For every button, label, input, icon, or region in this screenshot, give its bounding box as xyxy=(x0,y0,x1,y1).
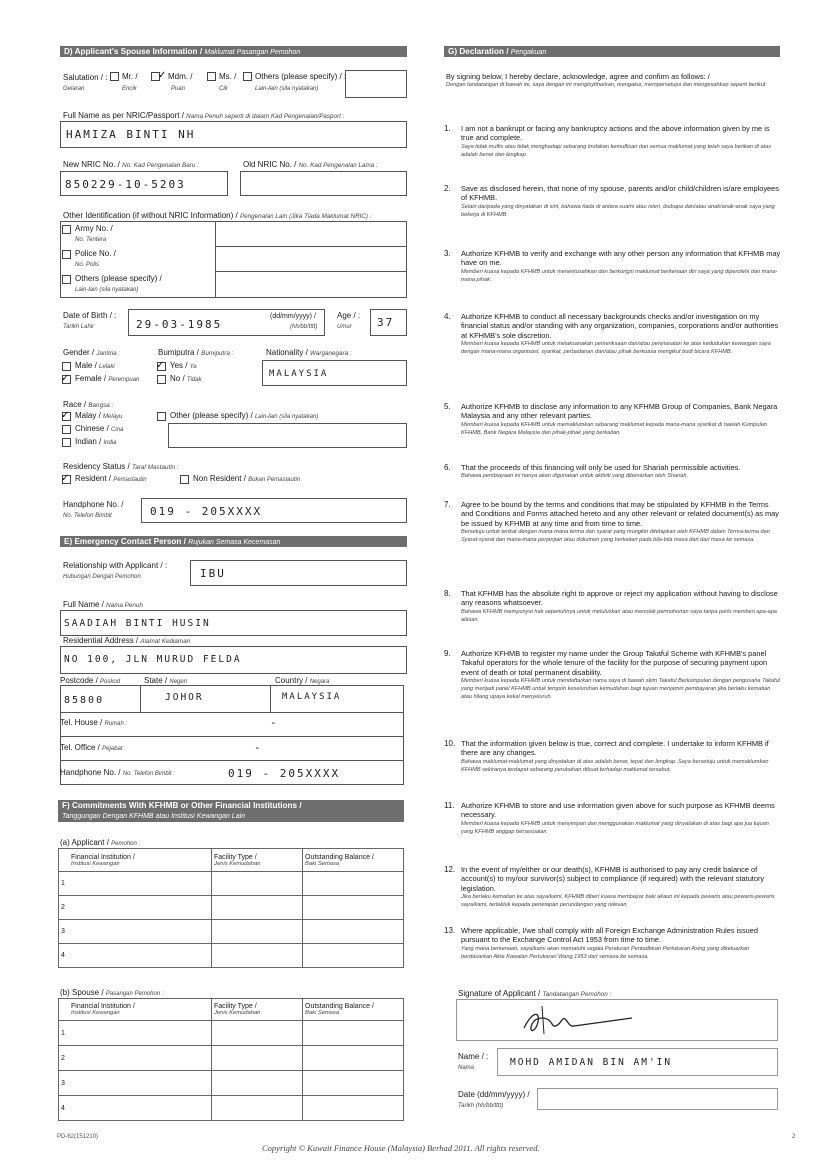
mr-label: Mr. / xyxy=(122,72,138,81)
salutation-others-field[interactable] xyxy=(345,70,407,98)
dob-format: (dd/mm/yyyy) / xyxy=(270,313,316,320)
old-nric-field[interactable] xyxy=(240,171,407,196)
declaration-item-text-ms: Memberi kuasa kepada KFHMB untuk memaklumkan sebarang maklumat kepada mana-mana syarikat di bawah Kumpulan KFHMB, Bank Negara Malaysia dan pihak-pihak yang berkaitan. xyxy=(461,421,767,436)
table-cell[interactable] xyxy=(212,872,303,896)
declaration-item-text: Authorize KFHMB to disclose any information to any KFHMB Group of Companies, Bank Negara Malaysia and any other relevant parties. xyxy=(461,402,778,421)
declaration-item-text-ms: Memberi kuasa kepada KFHMB untuk melaksanakan pemeriksaan dan/atau penyiasatan ke atas kedudukan kewangan saya dengan mana-mana organisasi, syarikat, perbadanan dan/atau pihak berkuasa mengikut budi bicara KFHMB. xyxy=(461,341,771,356)
country-divider xyxy=(270,685,271,712)
spouse-commitments-table xyxy=(58,998,404,1121)
table-row xyxy=(59,1096,404,1121)
col-facility-type-label-ms: Jenis Kemudahan xyxy=(214,1010,261,1016)
table-row xyxy=(59,1046,404,1071)
section-d-title-ms: Maklumat Pasangan Pemohon xyxy=(204,49,301,56)
salutation-label: Salutation / : xyxy=(63,73,108,82)
bumiputra-label-en: Bumiputra / xyxy=(158,348,199,357)
col-facility-type xyxy=(212,849,303,872)
chinese-label-en: Chinese / xyxy=(75,424,109,433)
col-outstanding-balance-label: Outstanding Balance / xyxy=(305,1003,374,1010)
army-label-ms: No. Tentera xyxy=(75,237,107,243)
declaration-item xyxy=(461,649,781,701)
race-label-ms: Bangsa : xyxy=(88,402,114,409)
table-header-row xyxy=(59,849,404,872)
table-header-row xyxy=(59,999,404,1021)
section-f-header xyxy=(58,800,404,822)
table-row xyxy=(59,1021,404,1046)
declaration-item xyxy=(461,926,781,961)
declaration-item-number: 12. xyxy=(444,865,456,874)
otherid-others-checkbox[interactable] xyxy=(62,275,71,284)
relationship-label-ms: Hubungan Dengan Pemohon xyxy=(63,574,141,580)
dob-label: Date of Birth / : xyxy=(63,311,117,320)
contact-fullname-label-ms: Nama Penuh xyxy=(106,602,143,609)
other-id-divider xyxy=(215,221,216,298)
mr-checkbox[interactable] xyxy=(110,72,119,81)
new-nric-value: 850229-10-5203 xyxy=(65,178,186,191)
declaration-item-text: Agree to be bound by the terms and conditions that may be stipulated by KFHMB in the Terms and Conditions and Forms attached hereto and any other relevant or related document(s) as may be issued by KFHMB at any time and from time to time. xyxy=(461,500,779,528)
name-label: Name / : xyxy=(458,1052,489,1061)
col-financial-institution-label-ms: Institusi Kewangan xyxy=(71,860,120,867)
col-outstanding-balance-label-ms: Baki Semasa xyxy=(305,860,340,867)
tel-house-value: - xyxy=(270,716,279,729)
otherid-others-label: Others (please specify) / xyxy=(75,274,162,283)
nonresident-label-en: Non Resident / xyxy=(193,474,246,483)
indian-label xyxy=(75,437,117,448)
gender-label-en: Gender / xyxy=(63,348,95,357)
contact-handphone-label-ms: No. Telefon Bimbit : xyxy=(122,771,175,777)
section-g-title-ms: Pengakuan xyxy=(510,49,547,56)
resident-label xyxy=(75,474,147,485)
bumiputra-yes-checkmark-icon: ✓ xyxy=(156,360,165,371)
table-cell[interactable] xyxy=(303,1071,404,1096)
country-label xyxy=(275,676,329,687)
relationship-label: Relationship with Applicant / : xyxy=(63,561,168,570)
postcode-label-en: Postcode / xyxy=(60,676,98,685)
contact-handphone-value: 019 - 205XXXX xyxy=(228,767,341,780)
row-number: 4 xyxy=(59,944,212,968)
declaration-item xyxy=(461,249,781,284)
name-label-ms: Nama xyxy=(458,1065,475,1071)
table-row xyxy=(59,896,404,920)
ms-checkbox[interactable] xyxy=(207,72,216,81)
race-label xyxy=(63,400,113,411)
table-row xyxy=(59,1071,404,1096)
bumiputra-no-label-ms: Tidak xyxy=(186,377,202,383)
table-cell[interactable] xyxy=(212,1096,303,1121)
country-value: MALAYSIA xyxy=(282,692,342,702)
country-label-ms: Negara xyxy=(309,679,330,685)
applicant-commitments-label-ms: Pemohon : xyxy=(111,841,141,847)
mdm-label-ms: Puan xyxy=(171,86,186,92)
malay-label-ms: Melayu xyxy=(103,414,123,420)
race-other-label xyxy=(170,411,318,422)
signature-label-ms: Tandatangan Pemohon : xyxy=(542,991,612,998)
tel-house-label-en: Tel. House / xyxy=(60,718,103,727)
table-cell[interactable] xyxy=(212,944,303,968)
male-label-en: Male / xyxy=(75,361,97,370)
mr-label-ms: Encik xyxy=(122,86,137,92)
declaration-item xyxy=(461,124,781,159)
salutation-others-label-ms: Lain-lain (sila nyatakan) xyxy=(255,86,319,92)
table-row xyxy=(59,920,404,944)
dob-value: 29-03-1985 xyxy=(136,318,223,331)
old-nric-label-ms: No. Kad Pengenalan Lama : xyxy=(298,162,378,169)
col-outstanding-balance xyxy=(303,999,404,1021)
declaration-item-text: In the event of my/either or our death(s), KFHMB is authorised to pay any credit balance of account(s) to my/our survivor(s) subject to compliance (if required) with the relevant statutory legislation. xyxy=(461,865,765,893)
declaration-item-text-ms: Bersetuju untuk terikat dengan mana-mana terma dan syarat yang mungkin ditetapkan oleh KFHMB dalam Terma-terma dan Syarat-syarat dan mana-mana perjanjian atau dokumen yang berkaitan pada bila-bila masa dan dari masa ke semasa. xyxy=(461,529,770,544)
female-checkmark-icon: ✓ xyxy=(61,373,70,384)
row-number: 1 xyxy=(59,1021,212,1046)
spouse-fullname-label-en: Full Name as per NRIC/Passport / xyxy=(63,111,184,120)
name-value: MOHD AMIDAN BIN AM'IN xyxy=(510,1057,673,1068)
declaration-item-number: 5. xyxy=(444,402,451,411)
declaration-item-number: 7. xyxy=(444,500,451,509)
copyright-text: Copyright © Kuwait Finance House (Malaysia) Berhad 2011. All rights reserved. xyxy=(262,1143,540,1153)
nationality-value: MALAYSIA xyxy=(269,369,329,379)
table-cell[interactable] xyxy=(212,1046,303,1071)
table-cell[interactable] xyxy=(303,1096,404,1121)
declaration-item-text: That the proceeds of this financing will only be used for Shariah permissible activities. xyxy=(461,463,741,472)
declaration-item xyxy=(461,589,781,624)
spouse-fullname-label-ms: Nama Penuh seperti di dalam Kad Pengenalan/Pasport : xyxy=(186,113,345,120)
nonresident-label xyxy=(193,474,300,485)
declaration-item xyxy=(461,184,781,219)
col-financial-institution-label-ms: Institusi Kewangan xyxy=(71,1010,120,1016)
row-number: 2 xyxy=(59,1046,212,1071)
row-number: 2 xyxy=(59,896,212,920)
police-label-ms: No. Polis xyxy=(75,262,100,268)
state-label xyxy=(144,676,187,687)
age-value: 37 xyxy=(377,316,395,329)
spouse-commitments-label-ms: Pasangan Pemohon : xyxy=(105,991,164,997)
section-e-title-ms: Rujukan Semasa Kecemasan xyxy=(188,539,281,546)
declaration-item-text: Save as disclosed herein, that none of my spouse, parents and/or child/children is/are employees of KFHMB. xyxy=(461,184,779,203)
new-nric-label-ms: No. Kad Pengenalan Baru : xyxy=(122,162,199,169)
declaration-item-text-ms: Memberi kuasa kepada KFHMB untuk mendaftarkan nama saya di bawah skim Takaful Berkumpulan dengan pengusaha Takaful yang menjadi panel KFHMB untuk tempoh keseluruhan kemudahan bagi tujuan menjamin pembayaran jika berlaku kematian atau hilang upaya kekal menyeluruh. xyxy=(461,678,780,701)
row-number: 1 xyxy=(59,872,212,896)
table-cell[interactable] xyxy=(212,1071,303,1096)
tel-office-value: - xyxy=(254,741,263,754)
declaration-item-text-ms: Bahawa KFHMB mempunyai hak sepenuhnya untuk meluluskan atau menolak permohonan saya tanpa perlu memberi apa-apa alasan. xyxy=(461,608,777,623)
col-outstanding-balance xyxy=(303,849,404,872)
declaration-item-number: 10. xyxy=(444,739,456,748)
spouse-handphone-label: Handphone No. / xyxy=(63,500,124,509)
bumiputra-no-label xyxy=(170,374,202,385)
malay-checkmark-icon: ✓ xyxy=(61,410,70,421)
tel-house-label xyxy=(60,718,127,729)
indian-label-en: Indian / xyxy=(75,437,102,446)
table-row xyxy=(59,872,404,896)
race-label-en: Race / xyxy=(63,400,87,409)
table-cell[interactable] xyxy=(303,920,404,944)
declaration-item-number: 6. xyxy=(444,463,451,472)
declaration-item-number: 2. xyxy=(444,184,451,193)
declaration-intro xyxy=(446,72,781,89)
other-id-row-line-1 xyxy=(215,246,407,247)
declaration-item-text: That the information given below is true, correct and complete. I undertake to inform KFHMB if there are any changes. xyxy=(461,739,769,758)
postcode-divider xyxy=(140,685,141,712)
chinese-checkbox[interactable] xyxy=(62,425,71,434)
table-cell[interactable] xyxy=(303,1046,404,1071)
col-financial-institution xyxy=(59,999,212,1021)
table-cell[interactable] xyxy=(303,872,404,896)
resident-label-en: Resident / xyxy=(75,474,112,483)
army-label: Army No. / xyxy=(75,224,113,233)
declaration-item-number: 13. xyxy=(444,926,456,935)
nationality-label-en: Nationality / xyxy=(266,348,308,357)
gender-label-ms: Jantina : xyxy=(96,350,121,357)
tel-office-label-en: Tel. Office / xyxy=(60,743,100,752)
male-label-ms: Lelaki xyxy=(99,364,115,370)
state-label-ms: Negeri xyxy=(169,679,188,685)
declaration-item-text: That KFHMB has the absolute right to approve or reject my application without having to disclose any reasons whatsoever. xyxy=(461,589,778,608)
age-label-ms: Umur xyxy=(337,324,352,330)
tel-office-label-ms: Pejabat xyxy=(102,746,123,752)
spouse-handphone-value: 019 - 205XXXX xyxy=(150,505,263,518)
col-facility-type-label: Facility Type / xyxy=(214,1003,257,1010)
dob-label-ms: Tarikh Lahir xyxy=(63,324,95,330)
page-number: 2 xyxy=(792,1134,796,1140)
declaration-item-text-ms: Bahawa pembiayaan ini hanya akan digunakan untuk aktiviti yang dibenarkan oleh Shariah. xyxy=(461,473,689,480)
bumiputra-label xyxy=(158,348,233,359)
declaration-item-text: I am not a bankrupt or facing any bankruptcy actions and the above information given by me is true and complete. xyxy=(461,124,770,143)
table-cell[interactable] xyxy=(212,1021,303,1046)
declaration-item-number: 3. xyxy=(444,249,451,258)
declaration-item-text: Authorize KFHMB to verify and exchange with any other person any information that KFHMB may have on me. xyxy=(461,249,781,268)
other-id-row-line-2 xyxy=(215,271,407,272)
declaration-item-text-ms: Memberi kuasa kepada KFHMB untuk menyimpan dan menggunakan maklumat yang dinyatakan di atas bagi apa jua tujuan yang KFHMB anggap bersesuaian. xyxy=(461,820,769,835)
female-label-ms: Perempuan xyxy=(108,377,140,383)
ms-label-ms: Cik xyxy=(219,86,228,92)
declaration-item-text-ms: Bahawa maklumat-maklumat yang dinyatakan di atas adalah benar, tepat dan lengkap. Saya bersetuju untuk memaklumkan KFHMB sekiranya terdapat sebarang perubahan dibuat terhadap maklumat tersebut. xyxy=(461,758,769,773)
col-outstanding-balance-label-ms: Baki Semasa xyxy=(305,1010,340,1016)
row-number: 3 xyxy=(59,1071,212,1096)
salutation-label-ms: Gelaran xyxy=(63,86,85,92)
declaration-item-number: 11. xyxy=(444,801,455,810)
nonresident-label-ms: Bukan Pemastautin xyxy=(248,477,301,483)
table-row xyxy=(59,944,404,968)
spouse-handphone-label-ms: No. Telefon Bimbit xyxy=(63,513,112,519)
declaration-item-number: 1. xyxy=(444,124,451,133)
row-number: 4 xyxy=(59,1096,212,1121)
declaration-item-number: 9. xyxy=(444,649,451,658)
relationship-value: IBU xyxy=(200,567,226,580)
applicant-commitments-table xyxy=(58,848,404,968)
other-id-label-ms: Pengenalan Lain (Jika Tiada Maklumat NRIC) : xyxy=(239,213,372,220)
declaration-item-text-ms: Yang mana berkenaan, saya/kami akan mematuhi segala Peraturan Pentadbiran Pertukaran Asing yang dikeluarkan berdasarkan Akta Kawalan Pertukaran Wang 1953 dari semasa ke semasa. xyxy=(461,945,750,960)
section-f-title: F) Commitments With KFHMB or Other Financial Institutions / xyxy=(62,801,302,810)
declaration-item xyxy=(461,312,781,356)
state-label-en: State / xyxy=(144,676,168,685)
tel-house-label-ms: Rumah : xyxy=(104,721,128,727)
section-d-title: D) Applicant's Spouse Information / xyxy=(64,47,203,56)
police-checkbox[interactable] xyxy=(62,250,71,259)
new-nric-label-en: New NRIC No. / xyxy=(63,160,120,169)
residency-label xyxy=(63,462,179,473)
race-other-label-ms: Lain-lain (sila nyatakan) xyxy=(254,414,319,420)
chinese-label-ms: Cina xyxy=(111,427,124,433)
col-financial-institution-label: Financial Institution / xyxy=(71,1003,135,1010)
date-field[interactable] xyxy=(537,1088,778,1110)
date-label: Date (dd/mm/yyyy) / xyxy=(458,1090,530,1099)
col-outstanding-balance-label: Outstanding Balance / xyxy=(305,853,374,861)
col-facility-type-label: Facility Type / xyxy=(214,853,257,861)
declaration-item-text-ms: Saya tidak muflis atau tidak menghadapi sebarang tindakan kemuflisan dan semua maklumat yang telah saya berikan di atas adalah benar dan lengkap. xyxy=(461,143,772,158)
nationality-label-ms: Warganegara : xyxy=(310,350,352,357)
male-label xyxy=(75,361,115,372)
address-row-line-2 xyxy=(60,736,404,737)
police-label: Police No. / xyxy=(75,249,116,258)
mdm-checkmark-icon: ✓ xyxy=(158,70,167,81)
postcode-value: 85800 xyxy=(64,695,105,706)
date-label-ms: Tarikh (hh/bb/tttt) xyxy=(458,1103,504,1109)
declaration-item-text-ms: Memberi kuasa kepada KFHMB untuk menentusahkan dan berkongsi maklumat berkenaan diri saya yang diperolehi dan mana-mana pihak. xyxy=(461,268,778,283)
address-label-ms: Alamat Kediaman xyxy=(140,638,191,645)
chinese-label xyxy=(75,424,123,435)
bumiputra-label-ms: Bumiputra : xyxy=(201,350,234,357)
declaration-item-text: Authorize KFHMB to conduct all necessary backgrounds checks and/or investigation on my financial status and/or standing with any organization, companies, corporations and/or authorities at KFHMB's sole discretion. xyxy=(461,312,779,340)
declaration-intro-text: By signing below, I hereby declare, acknowledge, agree and confirm as follows: / xyxy=(446,72,710,81)
female-label-en: Female / xyxy=(75,374,107,383)
bumiputra-yes-label-ms: Ya xyxy=(189,364,197,370)
tel-office-label xyxy=(60,743,122,754)
other-id-label-en: Other Identification (if without NRIC Information) / xyxy=(63,211,238,220)
table-cell[interactable] xyxy=(303,1021,404,1046)
contact-handphone-label-en: Handphone No. / xyxy=(60,768,121,777)
address-value: NO 100, JLN MURUD FELDA xyxy=(64,654,242,665)
section-g-title: G) Declaration / xyxy=(448,47,509,56)
address-label-en: Residential Address / xyxy=(63,636,139,645)
col-financial-institution-label: Financial Institution / xyxy=(71,853,135,861)
contact-handphone-label xyxy=(60,768,175,779)
table-cell[interactable] xyxy=(303,944,404,968)
section-e-header xyxy=(60,536,407,547)
declaration-item-text: Authorize KFHMB to store and use information given above for such purpose as KFHMB deems necessary. xyxy=(461,801,775,820)
residency-label-en: Residency Status / xyxy=(63,462,130,471)
declaration-item-text-ms: Jika berlaku kematian ke atas saya/kami, KFHMB diberi kuasa membayar baki akaun ini kepada pewaris atau pewaris-pewaris saya/kami, tertakluk kepada penetapan perundangan yang relevan. xyxy=(461,894,775,909)
section-d-header xyxy=(60,46,407,57)
col-facility-type xyxy=(212,999,303,1021)
declaration-item-text: Where applicable, I/we shall comply with all Foreign Exchange Administration Rules issued pursuant to the Exchange Control Act 1953 from time to time. xyxy=(461,926,758,945)
malay-label xyxy=(75,411,122,422)
declaration-item xyxy=(461,500,781,544)
col-financial-institution xyxy=(59,849,212,872)
state-value: JOHOR xyxy=(165,692,204,703)
ms-label: Ms. / xyxy=(219,72,237,81)
race-other-field[interactable] xyxy=(168,423,407,448)
resident-label-ms: Pemastautin xyxy=(113,477,147,483)
bumiputra-no-checkbox[interactable] xyxy=(157,375,166,384)
indian-label-ms: India xyxy=(103,440,117,446)
declaration-item xyxy=(461,739,781,774)
army-checkbox[interactable] xyxy=(62,225,71,234)
declaration-item-text-ms: Selain daripada yang dinyatakan di sini, bahawa tiada di antara suami atau isteri, ibubapa dan/atau anak/anak-anak saya yang bekerja di KFHMB. xyxy=(461,203,775,218)
signature-label-en: Signature of Applicant / xyxy=(458,989,541,998)
form-code: PD-62(151210) xyxy=(57,1134,99,1140)
contact-fullname-value: SAADIAH BINTI HUSIN xyxy=(64,618,211,629)
section-g-header xyxy=(444,46,780,57)
nonresident-checkbox[interactable] xyxy=(180,475,189,484)
table-cell[interactable] xyxy=(303,896,404,920)
declaration-item-number: 4. xyxy=(444,312,451,321)
declaration-item xyxy=(461,801,781,836)
declaration-item-number: 8. xyxy=(444,589,451,598)
section-f-title-ms: Tanggungan Dengan KFHMB atau Institusi Kewangan Lain xyxy=(62,813,246,820)
declaration-intro-text-ms: Dengan tandatangan di bawah ini, saya dengan ini mengisytiharkan, mengakui, mempersetujui dan mengesahkan seperti berikut: xyxy=(446,82,767,89)
spouse-fullname-value: HAMIZA BINTI NH xyxy=(66,128,196,141)
address-row-line-3 xyxy=(60,760,404,761)
new-nric-label xyxy=(63,160,199,171)
old-nric-label xyxy=(243,160,378,171)
declaration-item xyxy=(461,463,781,480)
race-other-checkbox[interactable] xyxy=(157,412,166,421)
mdm-label: Mdm. / xyxy=(168,72,193,81)
salutation-others-label: Others (please specify) / : xyxy=(255,72,347,81)
gender-label xyxy=(63,348,120,359)
otherid-others-label-ms: Lain-lain (sila nyatakan) xyxy=(75,287,139,293)
applicant-commitments-label-en: (a) Applicant / xyxy=(60,838,109,847)
postcode-label xyxy=(60,676,120,687)
salutation-others-checkbox[interactable] xyxy=(243,72,252,81)
country-label-en: Country / xyxy=(275,676,308,685)
declaration-item xyxy=(461,402,781,437)
dob-format-ms: (hh/bb/tttt) xyxy=(290,324,318,330)
nationality-label xyxy=(266,348,352,359)
female-label xyxy=(75,374,139,385)
section-e-title: E) Emergency Contact Person / xyxy=(64,537,186,546)
postcode-label-ms: Poskod xyxy=(100,679,121,685)
declaration-item-text: Authorize KFHMB to register my name under the Group Takaful Scheme with KFHMB's panel Takaful operators for the whole tenure of the facility for the purpose of securing payment upon event of death or total permanent disability. xyxy=(461,649,768,677)
applicant-signature xyxy=(518,1004,638,1038)
race-other-label-en: Other (please specify) / xyxy=(170,411,253,420)
row-number: 3 xyxy=(59,920,212,944)
resident-checkmark-icon: ✓ xyxy=(61,473,70,484)
table-cell[interactable] xyxy=(212,896,303,920)
residency-label-ms: Taraf Mastautin : xyxy=(131,464,179,471)
indian-checkbox[interactable] xyxy=(62,438,71,447)
contact-fullname-label-en: Full Name / xyxy=(63,600,104,609)
bumiputra-no-label-en: No / xyxy=(170,374,185,383)
male-checkbox[interactable] xyxy=(62,362,71,371)
old-nric-label-en: Old NRIC No. / xyxy=(243,160,297,169)
declaration-item xyxy=(461,865,781,909)
spouse-commitments-label-en: (b) Spouse / xyxy=(60,988,104,997)
age-label: Age / : xyxy=(337,311,361,320)
address-row-line-1 xyxy=(60,712,404,713)
table-cell[interactable] xyxy=(212,920,303,944)
bumiputra-yes-label xyxy=(170,361,197,372)
bumiputra-yes-label-en: Yes / xyxy=(170,361,188,370)
malay-label-en: Malay / xyxy=(75,411,101,420)
col-facility-type-label-ms: Jenis Kemudahan xyxy=(214,860,261,867)
